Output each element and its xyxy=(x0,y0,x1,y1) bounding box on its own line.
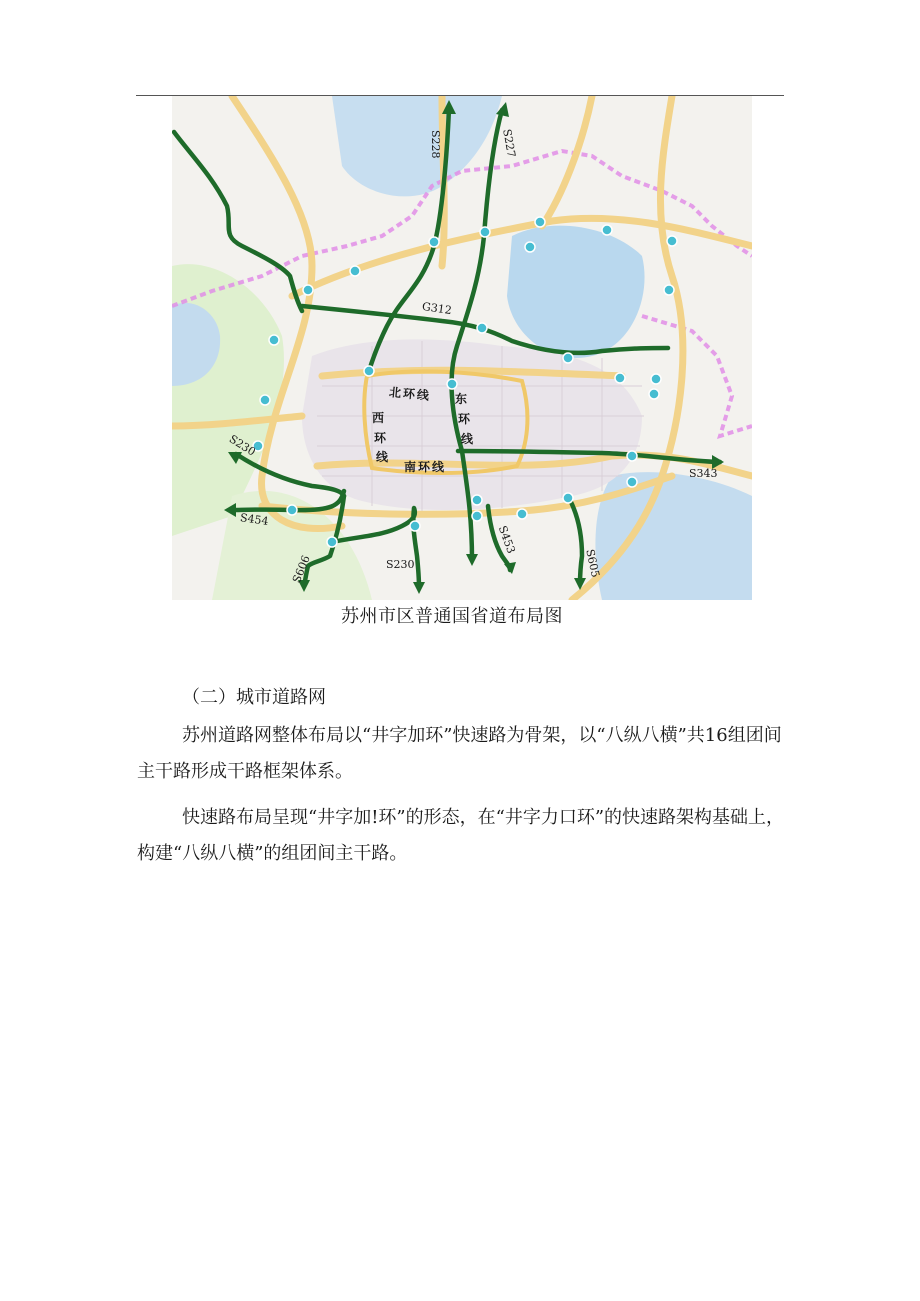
route-label-layer xyxy=(172,96,752,600)
label-south-ring: 南环线 xyxy=(404,460,447,474)
label-s343: S343 xyxy=(689,467,718,480)
label-s227: S227 xyxy=(500,128,518,159)
road-network-map xyxy=(172,96,752,600)
label-s453: S453 xyxy=(495,524,518,556)
figure-caption: 苏州市区普通国省道布局图 xyxy=(341,606,563,627)
label-s228: S228 xyxy=(429,130,442,159)
label-s230-south: S230 xyxy=(386,558,415,571)
label-east-ring-1: 东 xyxy=(455,392,468,406)
label-s606: S606 xyxy=(290,553,313,585)
label-west-ring-3: 线 xyxy=(376,450,389,464)
label-g312: G312 xyxy=(421,299,453,318)
paragraph-road-network-overview: 苏州道路网整体布局以“井字加环”快速路为骨架，以“八纵八横”共16组团间主干路形成干路框架体系。 xyxy=(137,725,782,782)
section-heading: （二）城市道路网 xyxy=(182,687,326,708)
label-east-ring-3: 线 xyxy=(461,432,474,446)
label-east-ring-2: 环 xyxy=(458,412,471,426)
label-west-ring-2: 环 xyxy=(374,431,387,445)
paragraph-expressway-layout: 快速路布局呈现“井字加!环”的形态，在“井字力口环”的快速路架构基础上，构建“八纵八横”的组团间主干路。 xyxy=(137,807,785,864)
label-s605: S605 xyxy=(583,548,602,579)
label-s454: S454 xyxy=(239,511,270,528)
label-west-ring-1: 西 xyxy=(372,411,385,425)
label-s230-west: S230 xyxy=(226,432,258,459)
label-north-ring: 北环线 xyxy=(388,385,432,403)
